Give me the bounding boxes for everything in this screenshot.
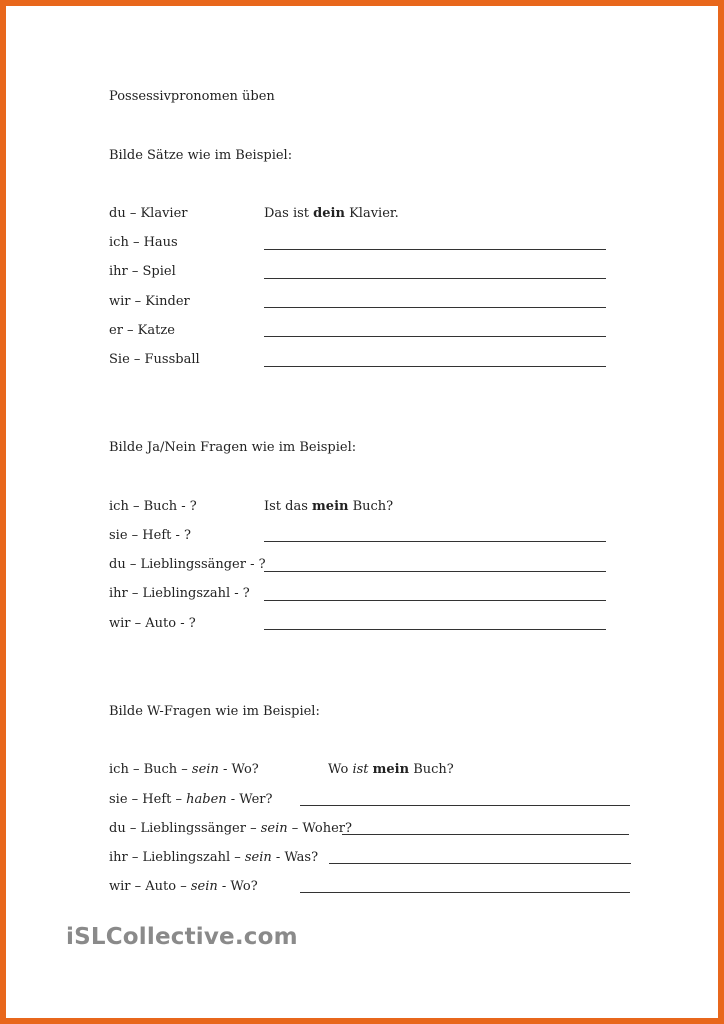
worksheet (6, 6, 718, 1018)
answer-line[interactable] (264, 571, 606, 572)
answer-text: Buch? (348, 499, 394, 514)
answer-pronoun: mein (312, 499, 349, 514)
answer-line[interactable] (264, 249, 606, 250)
prompt-verb: sein (190, 879, 218, 894)
answer-line[interactable] (264, 541, 606, 542)
section1-item: Sie – Fussball (109, 352, 200, 367)
prompt-text: - Wer? (226, 792, 273, 807)
answer-text: Wo (328, 762, 353, 777)
section1-item: ihr – Spiel (109, 264, 176, 279)
section3-item (109, 792, 272, 808)
answer-line[interactable] (300, 805, 630, 806)
answer-line[interactable] (329, 863, 631, 864)
answer-line[interactable] (264, 278, 606, 279)
watermark-logo: iSLCollective.com (66, 924, 298, 950)
answer-line[interactable] (300, 892, 630, 893)
answer-pronoun: mein (372, 762, 410, 777)
section3-item (109, 879, 258, 895)
answer-line[interactable] (264, 600, 606, 601)
prompt-text: - Was? (271, 850, 319, 865)
answer-line[interactable] (264, 307, 606, 308)
section2-item: wir – Auto - ? (109, 616, 196, 631)
section1-example-prompt: du – Klavier (109, 206, 188, 221)
section3-example-prompt (109, 762, 259, 778)
section2-instruction: Bilde Ja/Nein Fragen wie im Beispiel: (109, 440, 357, 455)
answer-pronoun: dein (313, 206, 345, 221)
answer-line[interactable] (264, 366, 606, 367)
prompt-verb: sein (260, 821, 288, 836)
prompt-text: – Woher? (287, 821, 352, 836)
section3-example-answer (328, 762, 454, 778)
section1-item: er – Katze (109, 323, 175, 338)
prompt-verb: sein (191, 762, 219, 777)
answer-verb: ist (352, 762, 369, 777)
page-title: Possessivpronomen üben (109, 89, 275, 104)
prompt-text: ihr – Lieblingszahl – (109, 850, 245, 865)
prompt-text: wir – Auto – (109, 879, 191, 894)
answer-text: Buch? (409, 762, 454, 777)
answer-line[interactable] (264, 629, 606, 630)
prompt-text: du – Lieblingssänger – (109, 821, 261, 836)
section3-item (109, 850, 318, 866)
answer-text: Das ist (264, 206, 314, 221)
answer-line[interactable] (264, 336, 606, 337)
section2-example-prompt: ich – Buch - ? (109, 499, 197, 514)
section2-item: du – Lieblingssänger - ? (109, 557, 266, 572)
prompt-text: sie – Heft – (109, 792, 187, 807)
section3-item (109, 821, 352, 837)
prompt-text: - Wo? (217, 879, 258, 894)
answer-text: Ist das (264, 499, 313, 514)
prompt-text: - Wo? (218, 762, 259, 777)
section1-example-answer (264, 206, 399, 222)
section2-item: ihr – Lieblingszahl - ? (109, 586, 250, 601)
answer-line[interactable] (342, 834, 629, 835)
section1-instruction: Bilde Sätze wie im Beispiel: (109, 148, 293, 163)
section2-example-answer (264, 499, 393, 515)
section3-instruction: Bilde W-Fragen wie im Beispiel: (109, 704, 320, 719)
prompt-text: ich – Buch – (109, 762, 192, 777)
prompt-verb: sein (244, 850, 272, 865)
section2-item: sie – Heft - ? (109, 528, 191, 543)
prompt-verb: haben (186, 792, 227, 807)
section1-item: ich – Haus (109, 235, 178, 250)
answer-text: Klavier. (344, 206, 399, 221)
section1-item: wir – Kinder (109, 294, 190, 309)
